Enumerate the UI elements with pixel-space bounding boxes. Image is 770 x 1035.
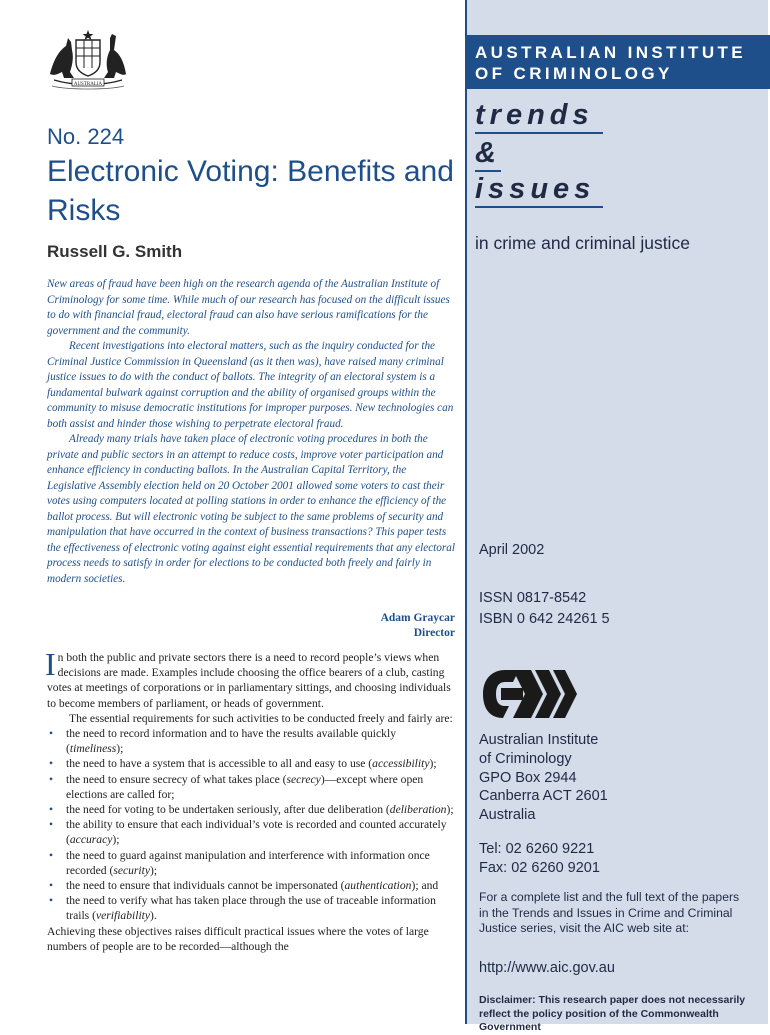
foreword-paragraph: New areas of fraud have been high on the research agenda of the Australian Institute of Criminology for some time. While much of our research has focused on the difficult issues to do with financial fraud, electoral fraud can also have serious ramifications for the government and the community. [47,278,450,337]
intro-paragraph [45,646,455,711]
list-item: • the need to ensure that individuals cannot be impersonated (authentication); and [47,878,455,893]
telephone: Tel: 02 6260 9221 [479,841,595,857]
aic-logo-icon [479,664,579,724]
org-name-line1: AUSTRALIAN INSTITUTE [475,43,747,62]
website-link[interactable]: http://www.aic.gov.au [479,960,615,976]
series-title-issues: issues [475,172,603,208]
issue-number: No. 224 [47,124,125,149]
requirements-list [47,726,455,924]
list-item: • the need for voting to be undertaken seriously, after due deliberation (deliberation); [47,802,455,817]
requirements-intro: The essential requirements for such activities to be conducted freely and fairly are: [69,711,453,725]
article-body [45,646,455,954]
signatory-name: Adam Graycar [380,612,455,624]
list-item: • the need to have a system that is accessible to all and easy to use (accessibility); [47,756,455,771]
intro-text: n both the public and private sectors there is a need to record people’s views when decisions are made. Examples include choosing the office bearers of a club, casting votes at meetings of corporations or in parliamentary sittings, and choosing individuals to become members of parliament, or heads of government. [47,651,451,710]
list-item: • the need to guard against manipulation and interference with information once recorded (security); [47,848,455,878]
list-item: • the need to record information and to have the results available quickly (timeliness); [47,726,455,756]
postal-address: Australian Institute of Criminology GPO Box 2944 Canberra ACT 2601 Australia [479,732,608,824]
series-subtitle: in crime and criminal justice [475,233,690,253]
signatory-title: Director [413,627,455,639]
series-info: For a complete list and the full text of the papers in the Trends and Issues in Crime and Criminal Justice series, visit the AIC web site at: [479,890,740,935]
foreword [47,277,455,587]
org-name-line2: OF CRIMINOLOGY [475,64,673,83]
sidebar [465,0,768,1033]
list-item: • the need to ensure secrecy of what takes place (secrecy)—except where open elections are called for; [47,772,455,802]
coat-of-arms-icon [44,28,132,92]
closing-paragraph: Achieving these objectives raises difficult practical issues where the votes of large numbers of people are to be recorded—although the [47,924,429,953]
issn: ISSN 0817-8542 [479,590,587,606]
disclaimer: Disclaimer: This research paper does not necessarily reflect the policy position of the Commonwealth Government [479,994,746,1033]
isbn: ISBN 0 642 24261 5 [479,611,610,627]
foreword-paragraph: Already many trials have taken place of electronic voting procedures in both the private and public sectors in an attempt to reduce costs, improve voter participation and enhance efficiency in conducting ballots. In the Australian Capital Territory, the Legislative Assembly election held on 20 October 2001 allowed some voters to cast their votes using computers located at polling stations in order to enhance the efficiency of the ballot process. But will electronic voting be subject to the same problems of security and manipulation that have occurred in the context of business transactions? This paper tests the effectiveness of electronic voting against eight essential requirements that any electoral process needs to satisfy in order for elections to be conducted both freely and fairly in modern societies. [47,433,455,585]
paper-title: Electronic Voting: Benefits and Risks [47,155,454,227]
fax: Fax: 02 6260 9201 [479,860,600,876]
series-title-ampersand: & [475,136,501,172]
svg-text:AUSTRALIA: AUSTRALIA [73,82,103,87]
series-title-trends: trends [475,98,603,134]
author-name: Russell G. Smith [47,242,183,261]
org-banner [467,35,770,89]
drop-cap: I [45,646,56,682]
list-item: • the need to verify what has taken place through the use of traceable information trails (verifiability). [47,893,455,923]
list-item: • the ability to ensure that each individual’s vote is recorded and counted accurately (accuracy); [47,817,455,847]
foreword-paragraph: Recent investigations into electoral matters, such as the inquiry conducted for the Criminal Justice Commission in Queensland (as it then was), have raised many criminal justice issues to do with the conduct of ballots. The integrity of an electoral system is a fundamental bulwark against corruption and the ability of organised groups within the community to misuse democratic institutions for improper purposes. New technologies can both assist and hinder those wishing to perpetrate electoral fraud. [47,340,454,430]
publication-date: April 2002 [479,542,545,558]
